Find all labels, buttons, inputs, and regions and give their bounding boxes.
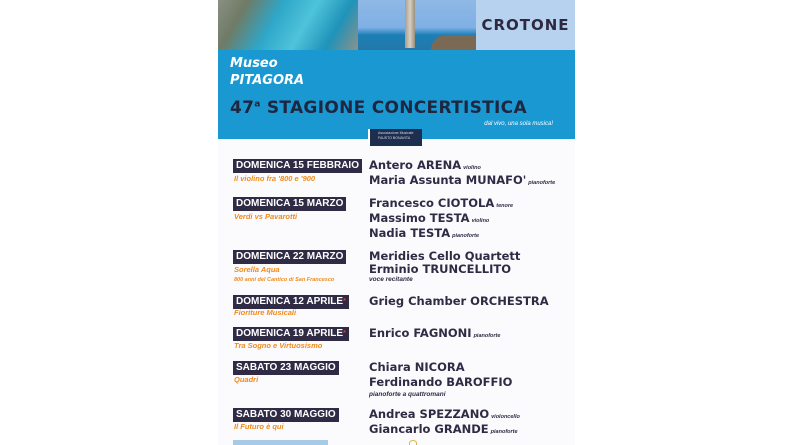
event-subtitle: Fioriture Musicali — [234, 308, 297, 317]
event-date: DOMENICA 15 MARZO — [233, 197, 346, 211]
event-date: SABATO 23 MAGGIO — [233, 361, 339, 375]
performer: Giancarlo GRANDE pianoforte — [369, 422, 518, 436]
event-subtitle-2: 800 anni del Cantico di San Francesco — [234, 277, 335, 283]
season-title-text: STAGIONE CONCERTISTICA — [266, 98, 527, 118]
event-subtitle: Il Futuro è qui — [234, 422, 284, 431]
season-title — [230, 98, 527, 118]
event-date: SABATO 30 MAGGIO — [233, 408, 339, 422]
event-date: DOMENICA 12 APRILE* — [233, 295, 349, 309]
slogan: dal vivo, una sola musica! — [484, 121, 553, 127]
association-logo — [368, 129, 422, 146]
season-sup: a — [254, 99, 261, 110]
event-date: DOMENICA 15 FEBBRAIO — [233, 159, 362, 173]
event-date: DOMENICA 22 MARZO — [233, 250, 346, 264]
venue-line-2: PITAGORA — [230, 73, 305, 88]
header-photos — [218, 0, 575, 50]
bottom-icon — [409, 440, 417, 445]
performer: Ferdinando BAROFFIO — [369, 375, 513, 389]
venue-line-1: Museo — [230, 56, 278, 71]
city-box — [476, 0, 575, 50]
performer: Meridies Cello Quartett — [369, 249, 521, 263]
logo-line-1: Associazione Musicale — [378, 131, 414, 135]
performer: Chiara NICORA — [369, 360, 465, 374]
event-subtitle: Quadri — [234, 375, 259, 384]
performer: Enrico FAGNONI pianoforte — [369, 326, 501, 340]
bottom-strip — [233, 440, 328, 445]
performer: Antero ARENA violino — [369, 158, 481, 172]
column-photo — [358, 0, 476, 50]
sea-photo — [218, 0, 358, 50]
performer: Andrea SPEZZANO violoncello — [369, 407, 520, 421]
performer: Massimo TESTA violino — [369, 211, 490, 225]
city-name: CROTONE — [481, 16, 570, 34]
event-subtitle: Tra Sogno e Virtuosismo — [234, 341, 323, 350]
event-subtitle: Il violino fra '800 e '900 — [234, 174, 316, 183]
event-subtitle: Sorella Aqua — [234, 265, 280, 274]
performer-role: pianoforte a quattromani — [369, 391, 446, 398]
performer: Grieg Chamber ORCHESTRA — [369, 294, 549, 308]
concert-poster — [218, 0, 575, 445]
logo-line-2: FAUSTO BONAVITA — [378, 136, 411, 140]
performer: Erminio TRUNCELLITO — [369, 262, 511, 276]
season-number: 47 — [230, 98, 255, 118]
performer: Francesco CIOTOLA tenore — [369, 196, 514, 210]
performer: Nadia TESTA pianoforte — [369, 226, 480, 240]
event-subtitle: Verdi vs Pavarotti — [234, 212, 298, 221]
title-banner — [218, 50, 575, 139]
performer: Maria Assunta MUNAFO' pianoforte — [369, 173, 556, 187]
performer-role: voce recitante — [369, 276, 413, 283]
venue-title — [230, 55, 304, 89]
event-date: DOMENICA 19 APRILE* — [233, 327, 349, 341]
